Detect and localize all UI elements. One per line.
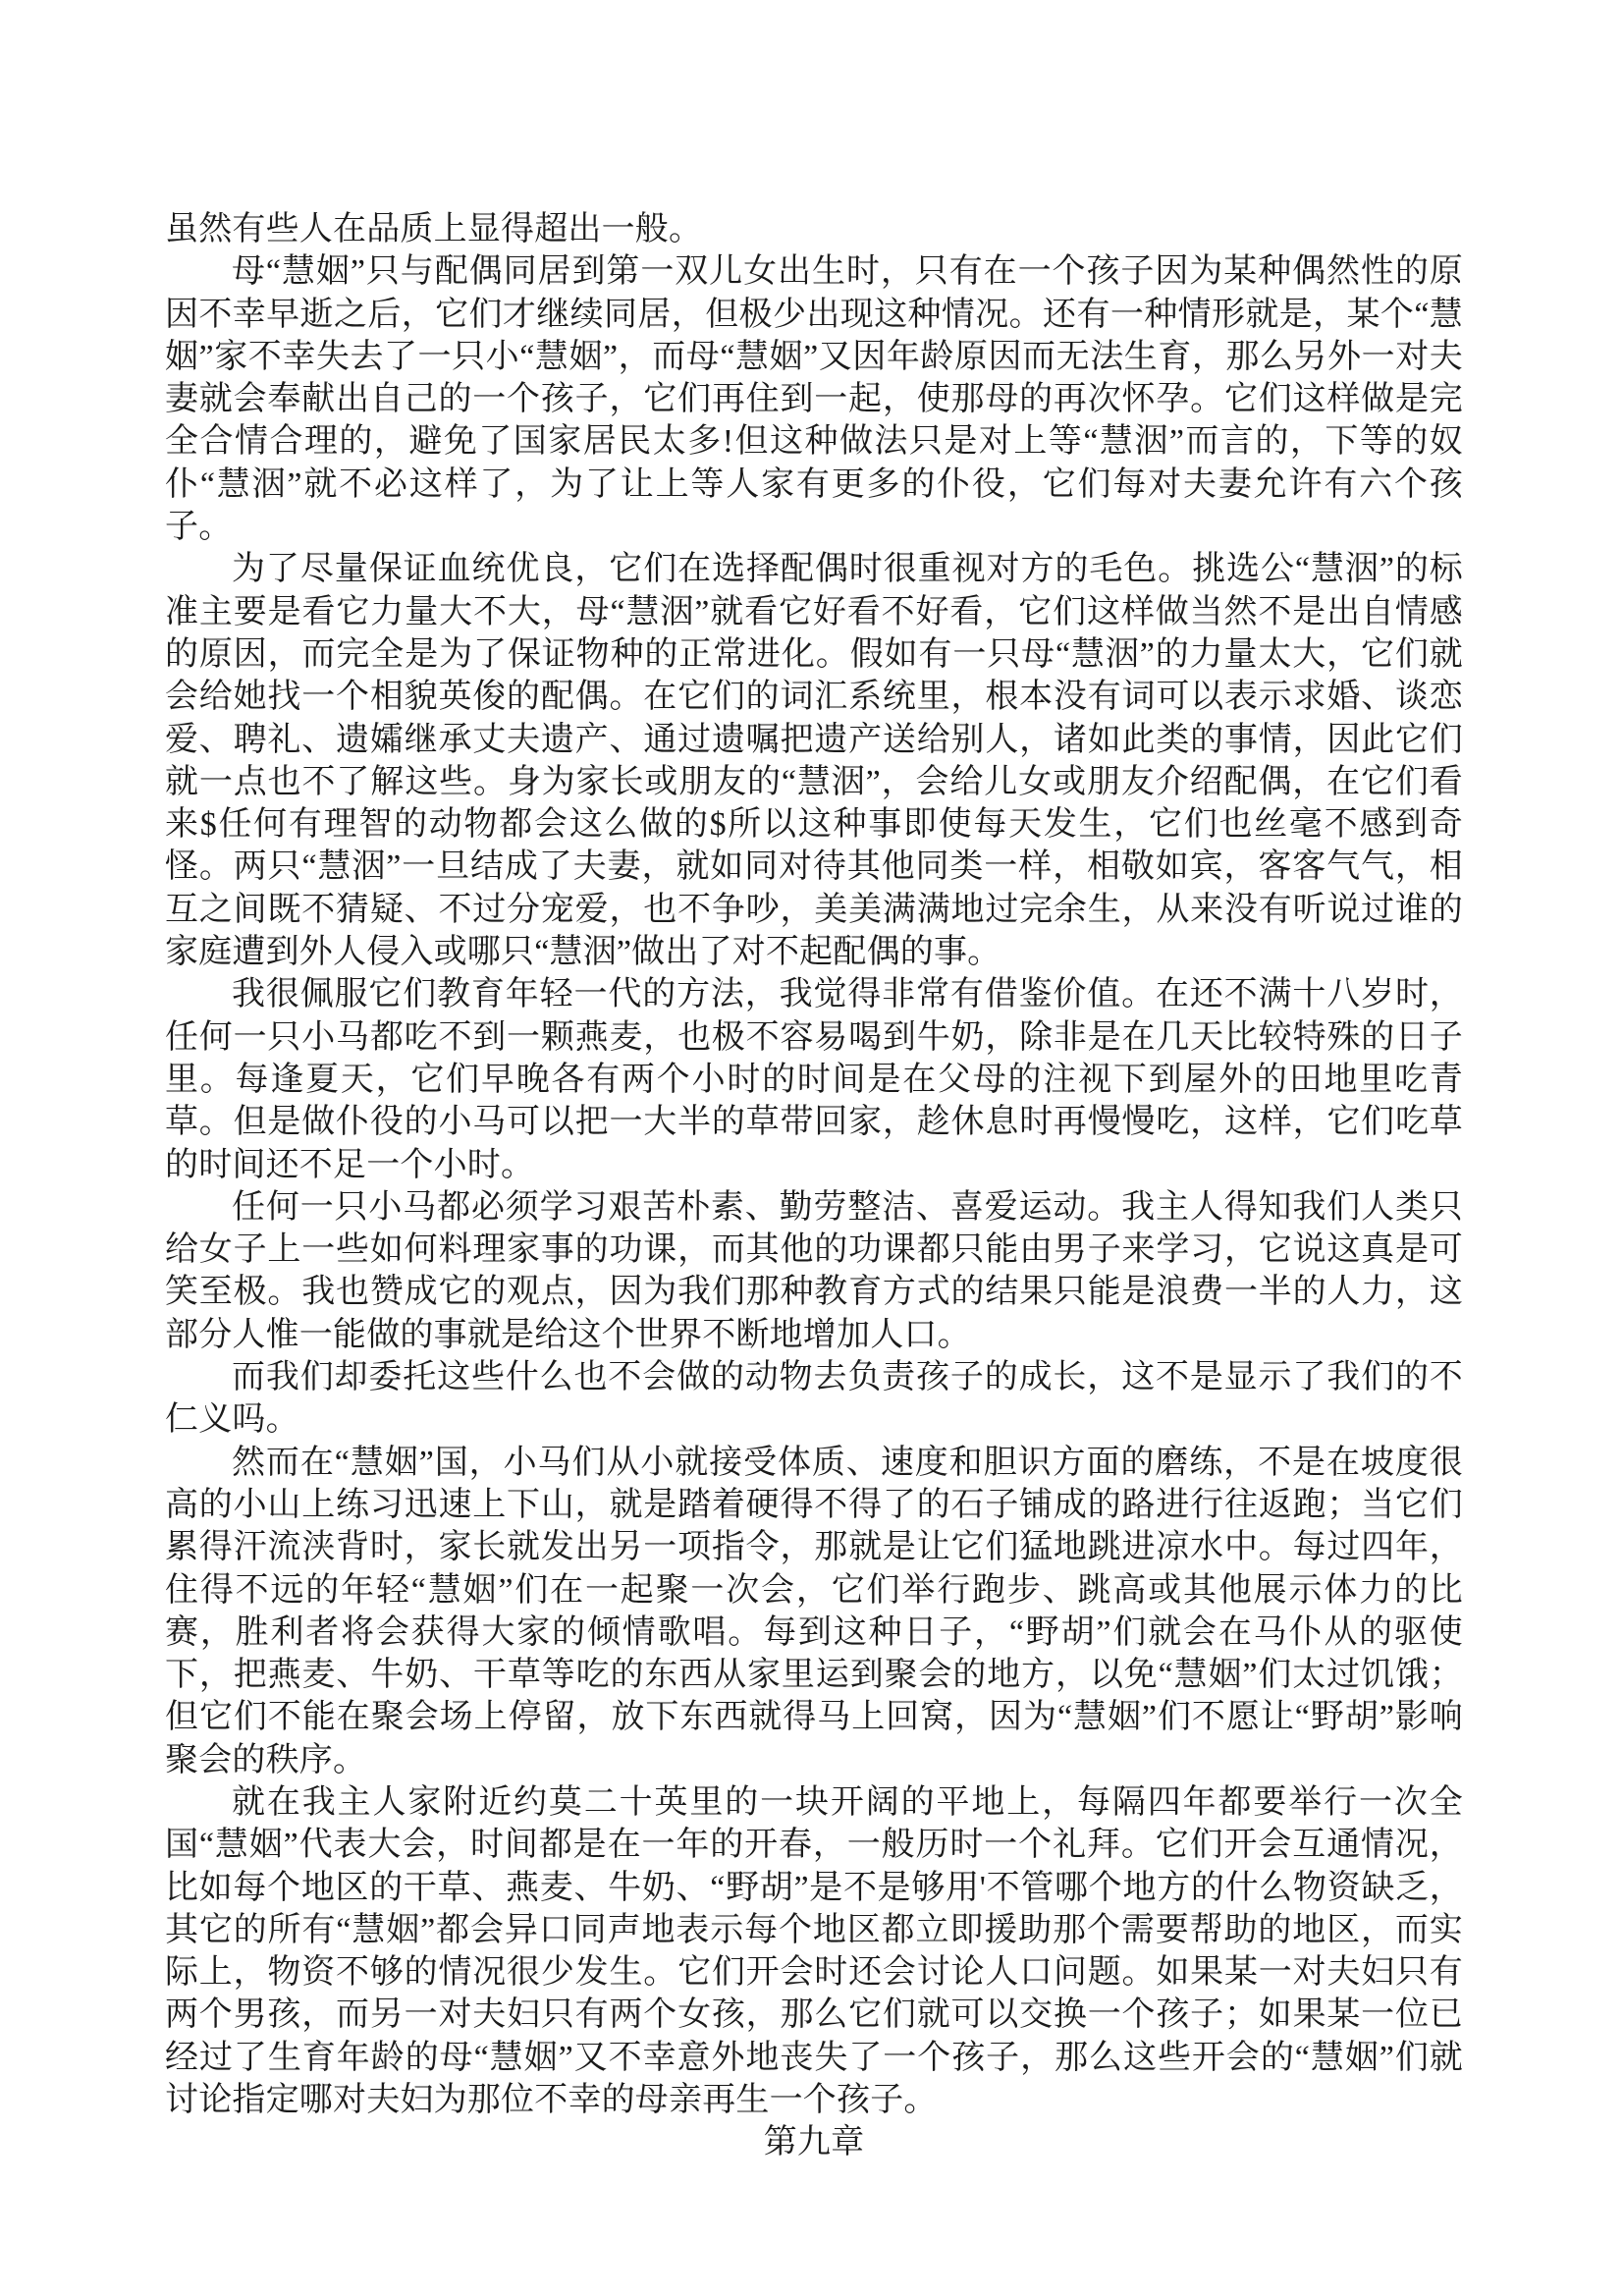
body-paragraph-1: 虽然有些人在品质上显得超出一般。	[165, 211, 703, 247]
chapter-heading: 第九章	[763, 2124, 865, 2161]
body-paragraph-7: 然而在“慧姻”国，小马们从小就接受体质、速度和胆识方面的磨练，不是在坡度很高的小山上练习迅速上下山，就是踏着硬得不得了的石子铺成的路进行往返跑；当它们累得汗流浃背时，家长就发出另一项指令，那就是让它们猛地跳进凉水中。每过四年，住得不远的年轻“慧姻”们在一起聚一次会，它们举行跑步、跳高或其他展示体力的比赛，胜利者将会获得大家的倾情歌唱。每到这种日子，“野胡”们就会在马仆从的驱使下，把燕麦、牛奶、干草等吃的东西从家里运到聚会的地方，以免“慧姻”们太过饥饿；但它们不能在聚会场上停留，放下东西就得马上回窝，因为“慧姻”们不愿让“野胡”影响聚会的秩序。	[165, 1444, 1463, 1778]
body-paragraph-6: 而我们却委托这些什么也不会做的动物去负责孩子的成长，这不是显示了我们的不仁义吗。	[165, 1359, 1463, 1439]
body-paragraph-4: 我很佩服它们教育年轻一代的方法，我觉得非常有借鉴价值。在还不满十八岁时，任何一只小马都吃不到一颗燕麦，也极不容易喝到牛奶，除非是在几天比较特殊的日子里。每逢夏天，它们早晚各有两个小时的时间是在父母的注视下到屋外的田地里吃青草。但是做仆役的小马可以把一大半的草带回家，趁休息时再慢慢吃，这样，它们吃草的时间还不足一个小时。	[165, 976, 1463, 1183]
body-paragraph-5: 任何一只小马都必须学习艰苦朴素、勤劳整洁、喜爱运动。我主人得知我们人类只给女子上一些如何料理家事的功课，而其他的功课都只能由男子来学习，它说这真是可笑至极。我也赞成它的观点，因为我们那种教育方式的结果只能是浪费一半的人力，这部分人惟一能做的事就是给这个世界不断地增加人口。	[165, 1188, 1463, 1353]
body-paragraph-3: 为了尽量保证血统优良，它们在选择配偶时很重视对方的毛色。挑选公“慧洇”的标准主要是看它力量大不大，母“慧洇”就看它好看不好看，它们这样做当然不是出自情感的原因，而完全是为了保证物种的正常进化。假如有一只母“慧洇”的力量太大，它们就会给她找一个相貌英俊的配偶。在它们的词汇系统里，根本没有词可以表示求婚、谈恋爱、聘礼、遗孀继承丈夫遗产、通过遗嘱把遗产送给别人，诸如此类的事情，因此它们就一点也不了解这些。身为家长或朋友的“慧洇”，会给儿女或朋友介绍配偶，在它们看来$任何有理智的动物都会这么做的$所以这种事即使每天发生，它们也丝毫不感到奇怪。两只“慧洇”一旦结成了夫妻，就如同对待其他同类一样，相敬如宾，客客气气，相互之间既不猜疑、不过分宠爱，也不争吵，美美满满地过完余生，从来没有听说过谁的家庭遭到外人侵入或哪只“慧洇”做出了对不起配偶的事。	[165, 551, 1463, 971]
body-paragraph-8: 就在我主人家附近约莫二十英里的一块开阔的平地上，每隔四年都要举行一次全国“慧姻”代表大会，时间都是在一年的开春，一般历时一个礼拜。它们开会互通情况，比如每个地区的干草、燕麦、牛奶、“野胡”是不是够用'不管哪个地方的什么物资缺乏，其它的所有“慧姻”都会异口同声地表示每个地区都立即援助那个需要帮助的地区，而实际上，物资不够的情况很少发生。它们开会时还会讨论人口问题。如果某一对夫妇只有两个男孩，而另一对夫妇只有两个女孩，那么它们就可以交换一个孩子；如果某一位已经过了生育年龄的母“慧姻”又不幸意外地丧失了一个孩子，那么这些开会的“慧姻”们就讨论指定哪对夫妇为那位不幸的母亲再生一个孩子。	[165, 1783, 1463, 2119]
body-paragraph-2: 母“慧姻”只与配偶同居到第一双儿女出生时，只有在一个孩子因为某种偶然性的原因不幸早逝之后，它们才继续同居，但极少出现这种情况。还有一种情形就是，某个“慧姻”家不幸失去了一只小“慧姻”，而母“慧姻”又因年龄原因而无法生育，那么另外一对夫妻就会奉献出自己的一个孩子，它们再住到一起，使那母的再次怀孕。它们这样做是完全合情合理的，避免了国家居民太多!但这种做法只是对上等“慧洇”而言的，下等的奴仆“慧洇”就不必这样了，为了让上等人家有更多的仆役，它们每对夫妻允许有六个孩子。	[165, 253, 1463, 546]
page-text-content	[165, 208, 1463, 2164]
